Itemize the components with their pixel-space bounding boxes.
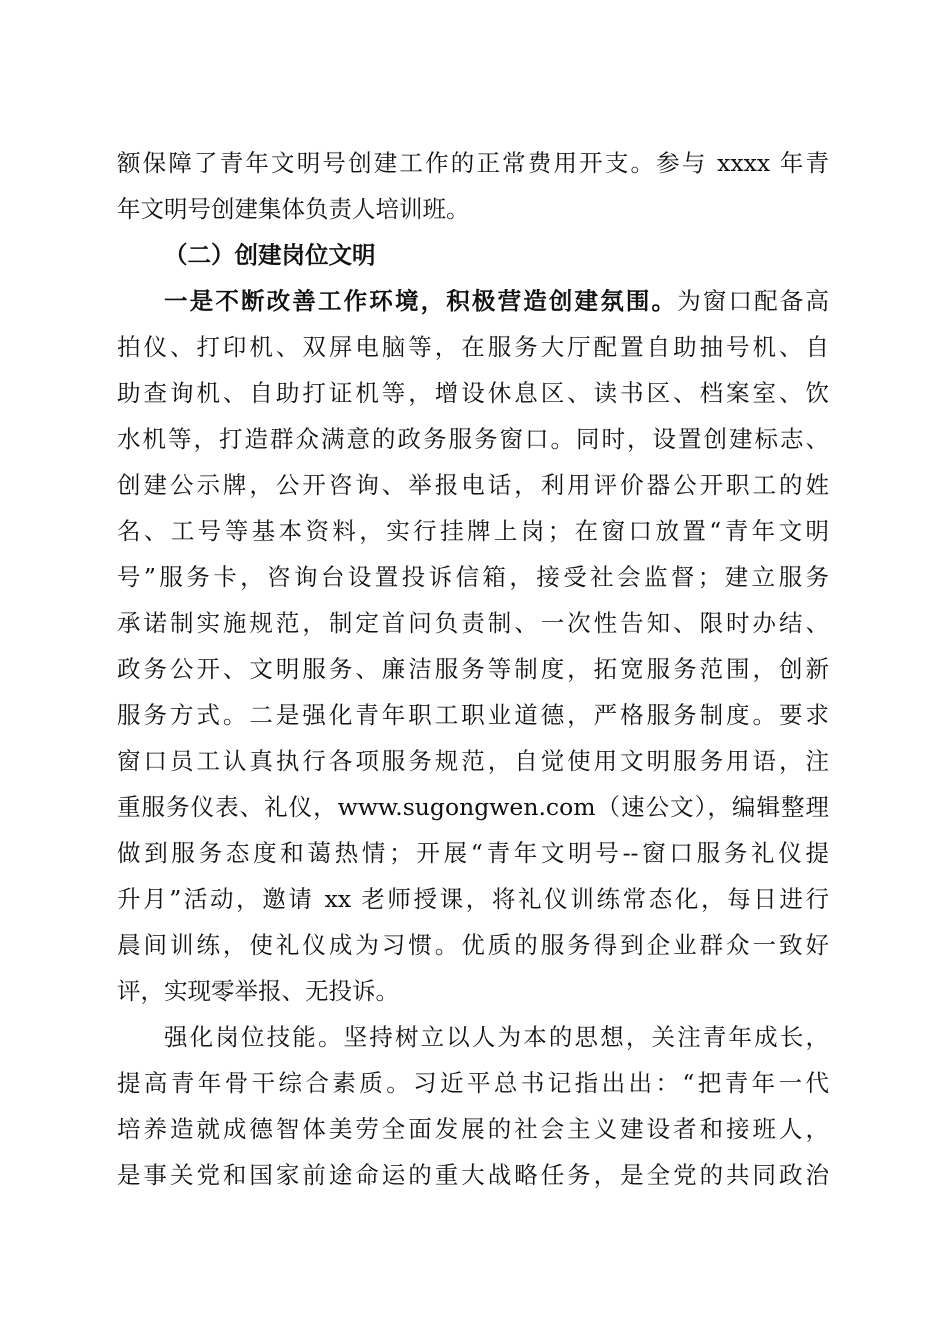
text-line: 创建公示牌，公开咨询、举报电话，利用评价器公开职工的姓 — [117, 471, 829, 499]
text-run: 为窗口配备高 — [677, 287, 830, 315]
text-line: 重服务仪表、礼仪，www.sugongwen.com（速公文），编辑整理 — [117, 793, 829, 821]
text-line: 是事关党和国家前途命运的重大战略任务，是全党的共同政治 — [117, 1161, 829, 1189]
text-line: 做到服务态度和蔼热情；开展“青年文明号--窗口服务礼仪提 — [117, 839, 829, 867]
section-heading: （二）创建岗位文明 — [164, 241, 376, 269]
text-line: 名、工号等基本资料，实行挂牌上岗；在窗口放置“青年文明 — [117, 517, 829, 545]
text-line: 培养造就成德智体美劳全面发展的社会主义建设者和接班人， — [117, 1115, 829, 1143]
text-line: 政务公开、文明服务、廉洁服务等制度，拓宽服务范围，创新 — [117, 655, 829, 683]
text-line: 年文明号创建集体负责人培训班。 — [117, 195, 470, 223]
text-line: 号”服务卡，咨询台设置投诉信箱，接受社会监督；建立服务 — [117, 563, 829, 591]
text-line: 助查询机、自助打证机等，增设休息区、读书区、档案室、饮 — [117, 379, 829, 407]
text-line: 提高青年骨干综合素质。习近平总书记指出出：“把青年一代 — [117, 1069, 829, 1097]
text-line: 拍仪、打印机、双屏电脑等，在服务大厅配置自助抽号机、自 — [117, 333, 829, 361]
text-line: 承诺制实施规范，制定首问负责制、一次性告知、限时办结、 — [117, 609, 829, 637]
text-line: 评，实现零举报、无投诉。 — [117, 977, 399, 1005]
text-line — [117, 278, 829, 324]
text-line: 晨间训练，使礼仪成为习惯。优质的服务得到企业群众一致好 — [117, 931, 829, 959]
text-line: 窗口员工认真执行各项服务规范，自觉使用文明服务用语，注 — [117, 747, 829, 775]
text-line: 服务方式。二是强化青年职工职业道德，严格服务制度。要求 — [117, 701, 829, 729]
text-line: 强化岗位技能。坚持树立以人为本的思想，关注青年成长， — [164, 1023, 829, 1051]
text-line: 额保障了青年文明号创建工作的正常费用开支。参与 xxxx 年青 — [117, 149, 829, 177]
document-body — [117, 140, 829, 1198]
text-line: 升月”活动，邀请 xx 老师授课，将礼仪训练常态化，每日进行 — [117, 885, 829, 913]
bold-lead-sentence: 一是不断改善工作环境，积极营造创建氛围。 — [164, 287, 678, 315]
text-line: 水机等，打造群众满意的政务服务窗口。同时，设置创建标志、 — [117, 425, 829, 453]
